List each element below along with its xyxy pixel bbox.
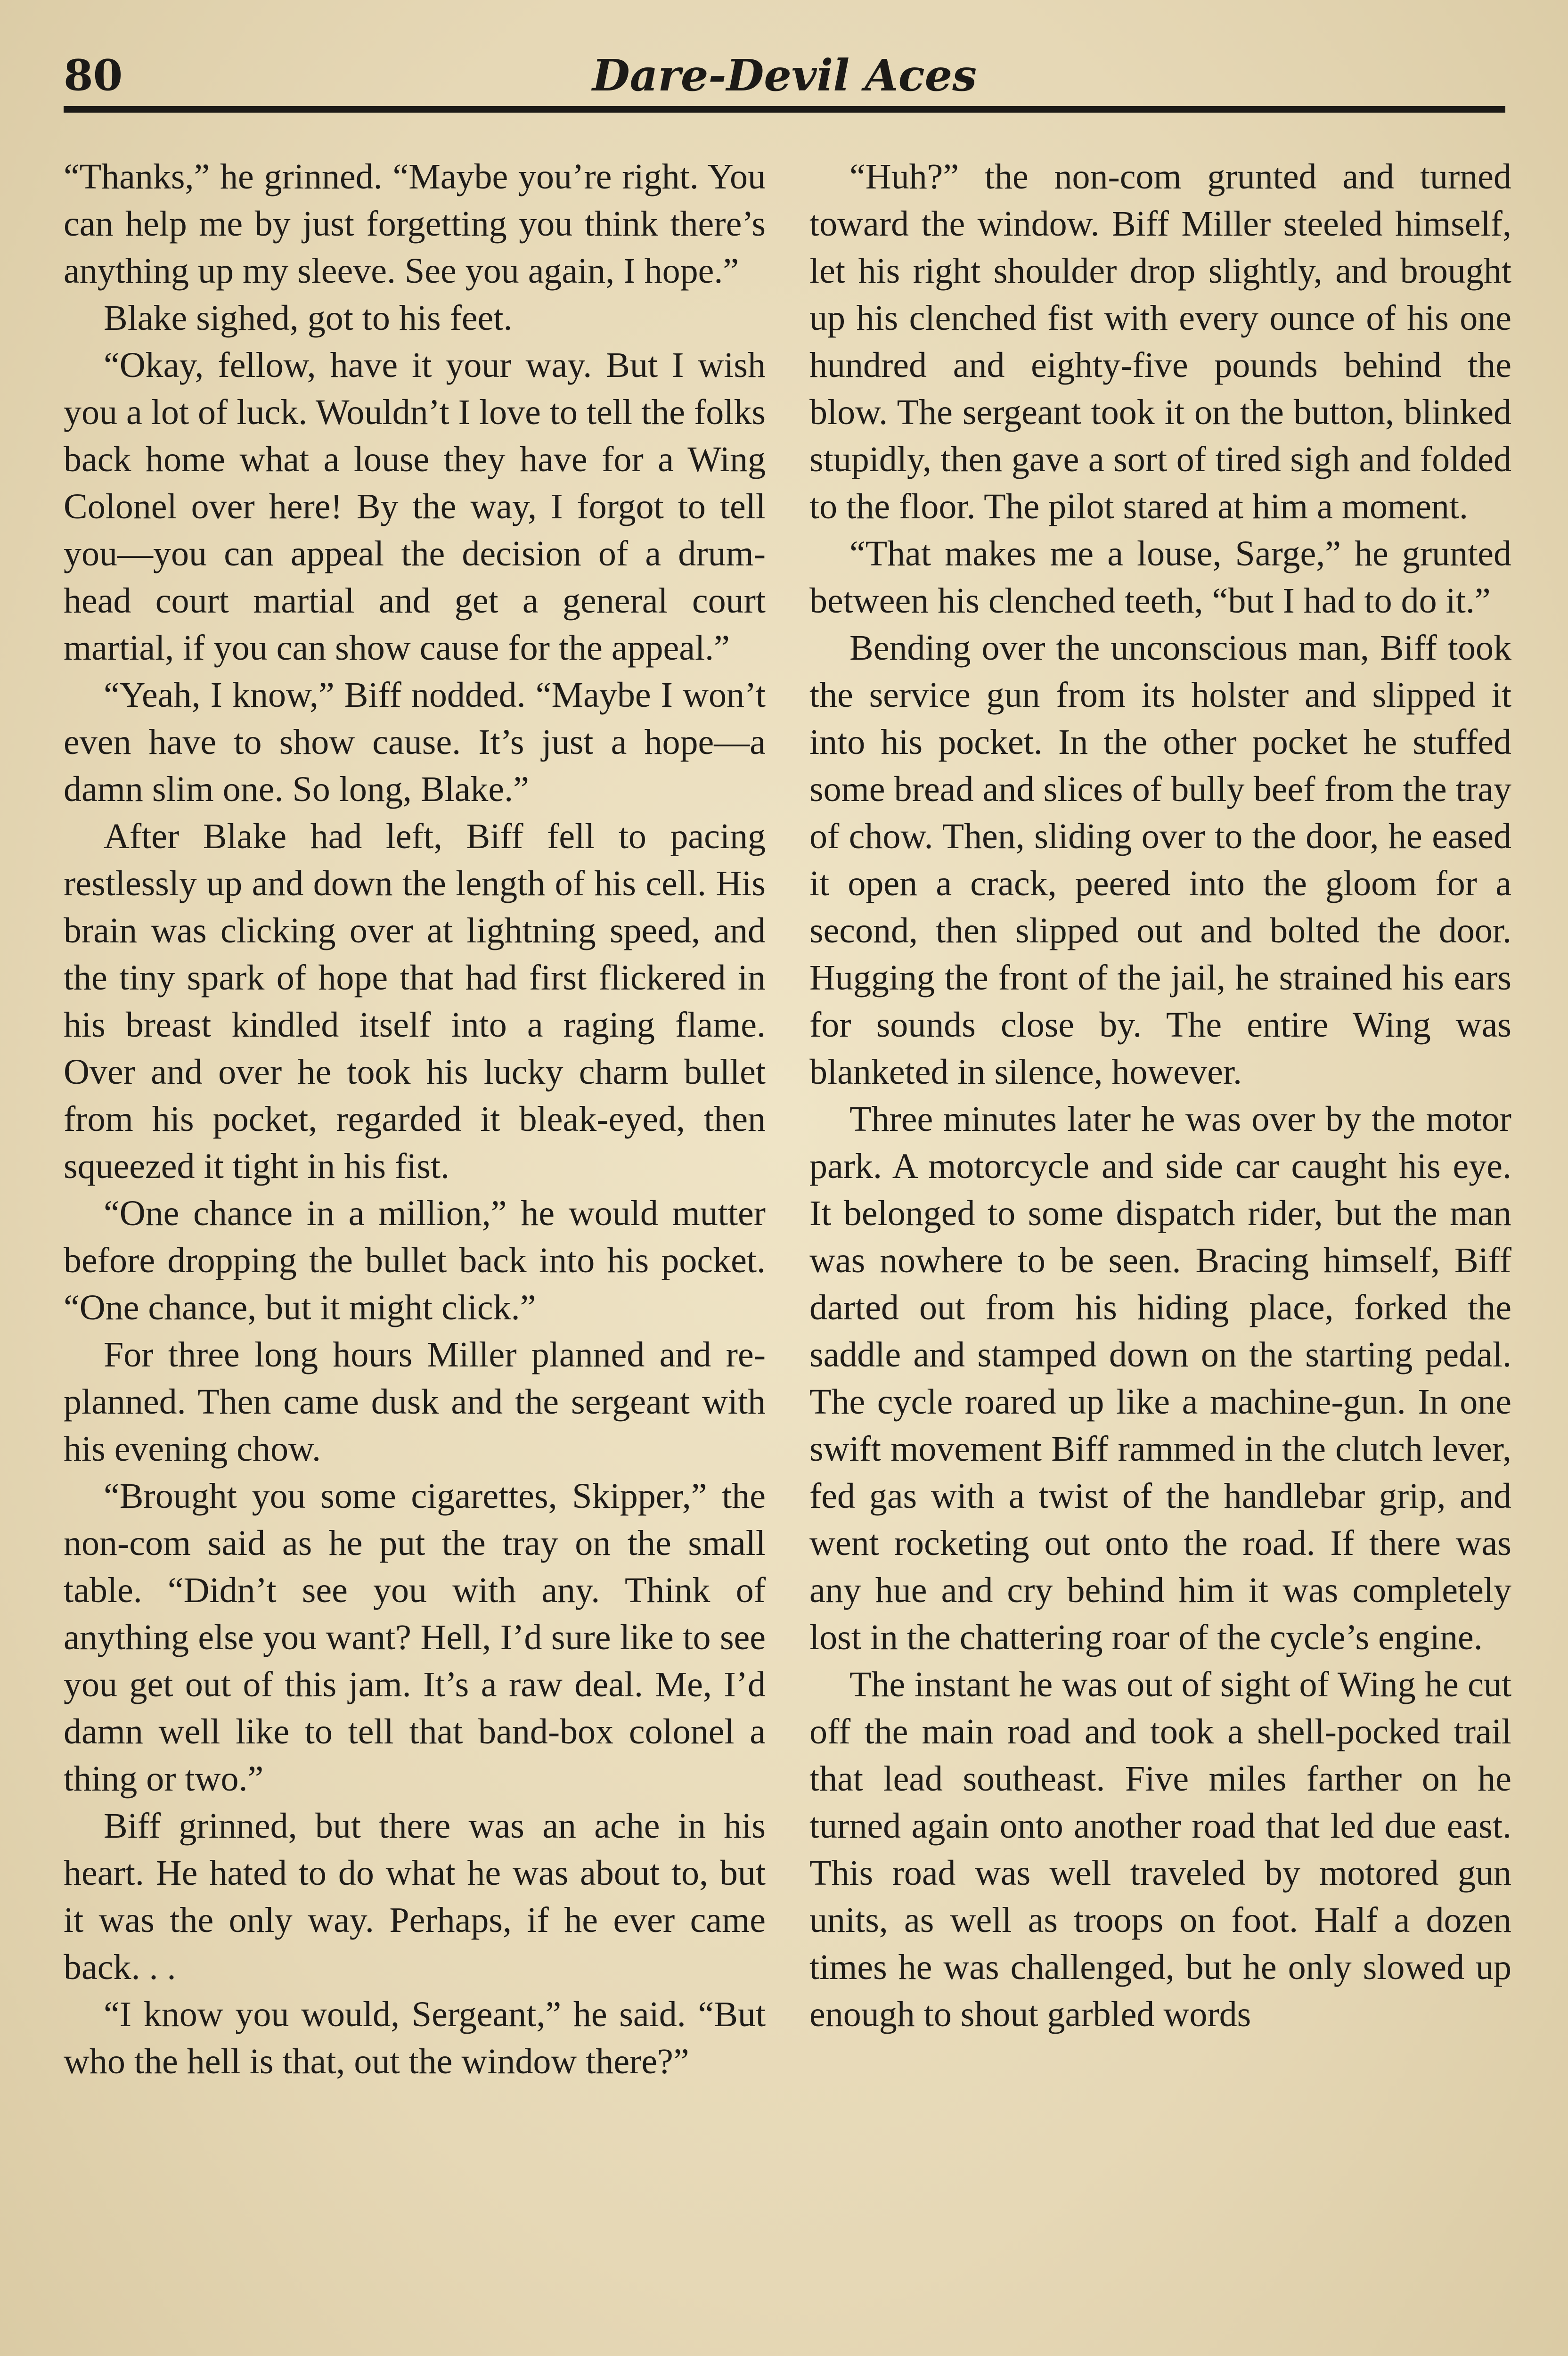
paragraph: “Thanks,” he grinned. “Maybe you’re right. You can help me by just forgetting you think there’s anything up my sleeve. See you again, I hope.” [64,157,766,291]
paragraph: “Huh?” the non-com grunted and turned toward the window. Biff Miller steeled himself, let his right shoulder drop slightly, and brought up his clenched fist with every ounce of his one hundred and eighty-five pounds behind the blow. The sergeant took it on the button, blinked stupidly, then gave a sort of tired sigh and folded to the floor. The pilot stared at him a moment. [809,157,1511,526]
paragraph: For three long hours Miller planned and re-planned. Then came dusk and the sergeant with his evening chow. [64,1335,766,1469]
paragraph: “One chance in a million,” he would mutter before dropping the bullet back into his pocket. “One chance, but it might click.” [64,1194,766,1327]
paragraph: Bending over the unconscious man, Biff took the service gun from its holster and slipped it into his pocket. In the other pocket he stuffed some bread and slices of bully beef from the tray of chow. Then, sliding over to the door, he eased it open a crack, peered into the gloom for a second, then slipped out and bolted the door. Hugging the front of the jail, he strained his ears for sounds close by. The entire Wing was blanketed in silence, however. [809,628,1511,1092]
paragraph: Three minutes later he was over by the motor park. A motorcycle and side car caught his eye. It belonged to some dispatch rider, but the man was nowhere to be seen. Bracing himself, Biff darted out from his hiding place, forked the saddle and stamped down on the starting pedal. The cycle roared up like a machine-gun. In one swift movement Biff rammed in the clutch lever, fed gas with a twist of the handlebar grip, and went rocketing out onto the road. If there was any hue and cry behind him it was completely lost in the chattering roar of the cycle’s engine. [809,1099,1511,1657]
paragraph: Blake sighed, got to his feet. [104,298,513,338]
magazine-title: Dare-Devil Aces [592,50,977,101]
header-rule [64,106,1505,113]
left-column [64,153,766,2085]
paragraph: Biff grinned, but there was an ache in his heart. He hated to do what he was about to, but it was the only way. Perhaps, if he ever came back. . . [64,1806,766,1987]
paragraph: “Yeah, I know,” Biff nodded. “Maybe I won’t even have to show cause. It’s just a hope—a damn slim one. So long, Blake.” [64,675,766,809]
page-number: 80 [64,50,123,100]
paragraph: After Blake had left, Biff fell to pacing restlessly up and down the length of his cell. His brain was clicking over at lightning speed, and the tiny spark of hope that had first flickered in his breast kindled itself into a raging flame. Over and over he took his lucky charm bullet from his pocket, regarded it bleak-eyed, then squeezed it tight in his fist. [64,817,766,1186]
paragraph: “I know you would, Sergeant,” he said. “But who the hell is that, out the window there?” [64,1995,766,2081]
paragraph: “Okay, fellow, have it your way. But I wish you a lot of luck. Wouldn’t I love to tell the folks back home what a louse they have for a Wing Colonel over here! By the way, I forgot to tell you—you can appeal the decision of a drum-head court martial and get a general court martial, if you can show cause for the appeal.” [64,345,766,668]
paragraph: “That makes me a louse, Sarge,” he grunted between his clenched teeth, “but I had to do it.” [809,534,1511,621]
paragraph: The instant he was out of sight of Wing he cut off the main road and took a shell-pocked trail that lead southeast. Five miles farther on he turned again onto another road that led due east. This road was well traveled by motored gun units, as well as troops on foot. Half a dozen times he was challenged, but he only slowed up enough to shout garbled words [809,1665,1511,2034]
page-header [64,45,1505,111]
right-column [809,153,1511,2038]
paragraph: “Brought you some cigarettes, Skipper,” the non-com said as he put the tray on the small table. “Didn’t see you with any. Think of anything else you want? Hell, I’d sure like to see you get out of this jam. It’s a raw deal. Me, I’d damn well like to tell that band-box colonel a thing or two.” [64,1476,766,1799]
